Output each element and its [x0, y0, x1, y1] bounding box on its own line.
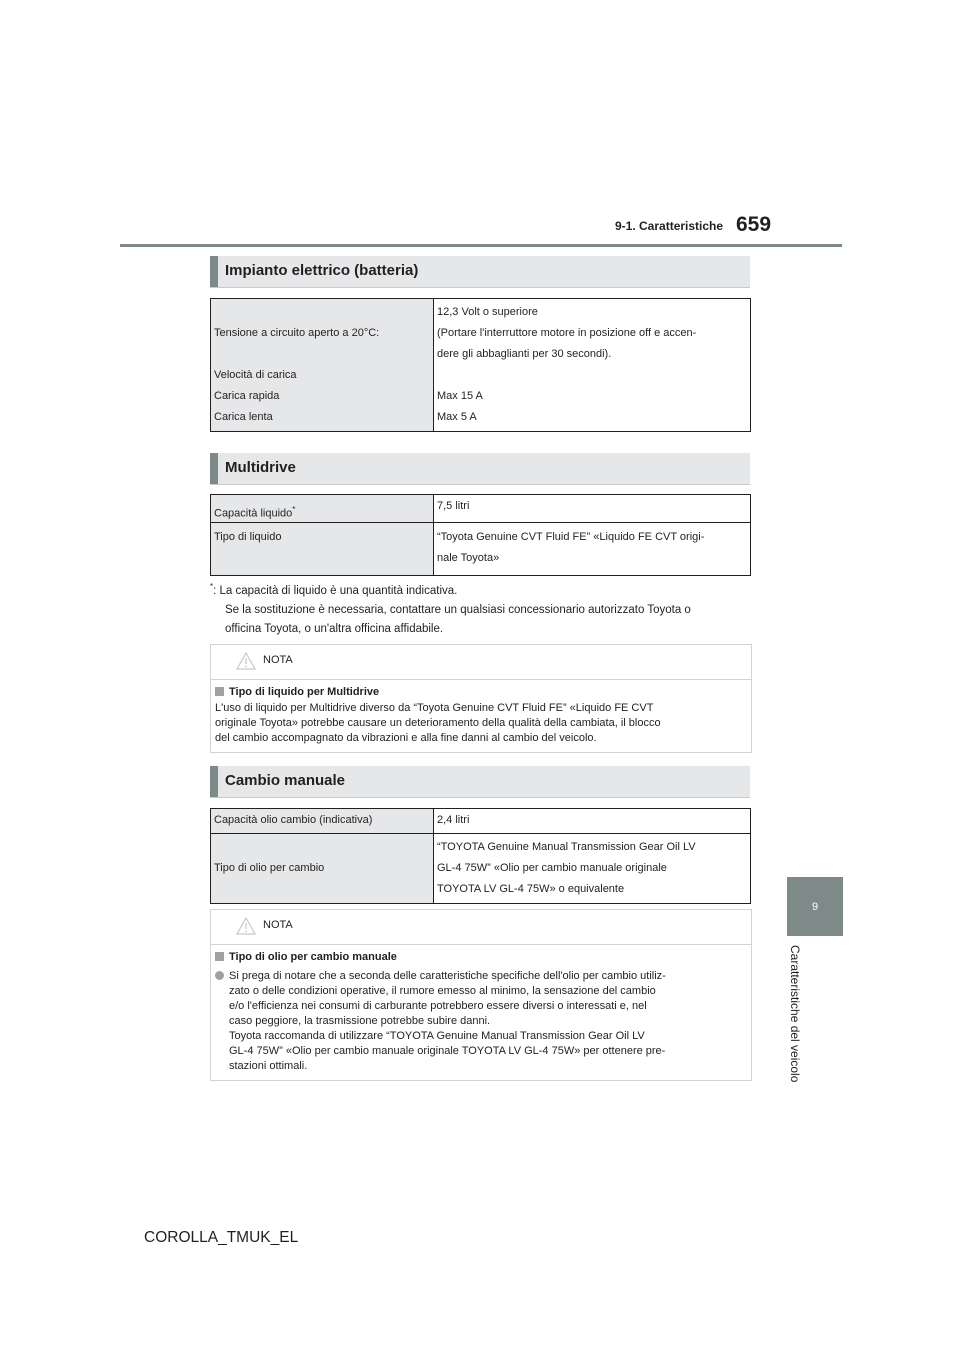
table-key-cell: [211, 523, 434, 576]
note-label: NOTA: [263, 919, 293, 931]
section-heading-bar: [210, 256, 218, 287]
table-value-cell: [434, 809, 751, 834]
spec-label: Velocità di carica: [214, 369, 297, 381]
multidrive-spec-table: [210, 494, 751, 576]
spec-value: Max 15 A: [437, 390, 483, 402]
spec-label: Tipo di liquido: [214, 531, 282, 543]
note-text: zato o delle condizioni operative, il rumore emesso al minimo, la sensazione del cambio: [229, 985, 656, 997]
footnote-text: Se la sostituzione è necessaria, contattare un qualsiasi concessionario autorizzato Toyota o: [225, 603, 691, 616]
page-number: 659: [736, 213, 772, 236]
caution-note: [210, 909, 752, 1081]
note-header: [211, 645, 751, 680]
note-text: del cambio accompagnato da vibrazioni e alla fine danni al cambio del veicolo.: [215, 732, 597, 744]
note-text: originale Toyota» potrebbe causare un deterioramento della qualità della cambiata, il blocco: [215, 717, 661, 729]
note-text: e/o l'efficienza nei consumi di carburante potrebbero essere diversi o interessati e, nel: [229, 1000, 647, 1012]
section-heading-bar: [210, 453, 218, 484]
document-code: COROLLA_TMUK_EL: [144, 1229, 299, 1246]
spec-value: nale Toyota»: [437, 552, 500, 564]
note-heading: Tipo di olio per cambio manuale: [229, 951, 397, 963]
spec-label: Carica lenta: [214, 411, 273, 423]
footnote-text: : La capacità di liquido è una quantità indicativa.: [213, 584, 458, 597]
spec-value: 2,4 litri: [437, 814, 470, 826]
section-heading-manual: [210, 766, 750, 798]
circle-bullet-icon: [215, 971, 224, 980]
table-key-cell: [211, 834, 434, 904]
footnote-mark: *: [292, 505, 296, 514]
table-value-cell: [434, 834, 751, 904]
spec-label: Carica rapida: [214, 390, 280, 402]
spec-value: “Toyota Genuine CVT Fluid FE” «Liquido FE CVT origi-: [437, 531, 705, 543]
spec-label: Tensione a circuito aperto a 20°C:: [214, 327, 380, 339]
chapter-number: 9: [811, 900, 819, 913]
spec-label: Capacità olio cambio (indicativa): [214, 814, 373, 826]
table-key-cell: [211, 299, 434, 432]
spec-value: 12,3 Volt o superiore: [437, 306, 538, 318]
chapter-label: [788, 945, 804, 1105]
table-key-cell: [211, 809, 434, 834]
footnote-text: officina Toyota, o un'altra officina affidabile.: [225, 622, 444, 635]
table-value-cell: [434, 299, 751, 432]
section-heading-multidrive: [210, 453, 750, 485]
section-title: Impianto elettrico (batteria): [225, 262, 419, 279]
spec-value: Max 5 A: [437, 411, 477, 423]
chapter-tab: [787, 877, 843, 936]
spec-label: Capacità liquido: [214, 507, 293, 520]
spec-value: TOYOTA LV GL-4 75W» o equivalente: [437, 883, 625, 895]
note-heading: Tipo di liquido per Multidrive: [229, 686, 380, 698]
footnote-mark: *: [210, 582, 214, 591]
header-rule: [120, 244, 842, 247]
section-title: Multidrive: [225, 459, 296, 476]
spec-value: “TOYOTA Genuine Manual Transmission Gear Oil LV: [437, 841, 696, 853]
spec-value: dere gli abbaglianti per 30 secondi).: [437, 348, 612, 360]
manual-spec-table: [210, 808, 751, 904]
note-text: Toyota raccomanda di utilizzare “TOYOTA Genuine Manual Transmission Gear Oil LV: [229, 1030, 645, 1042]
note-text: stazioni ottimali.: [229, 1060, 308, 1072]
spec-value: 7,5 litri: [437, 500, 470, 512]
note-text: caso peggiore, la trasmissione potrebbe subire danni.: [229, 1015, 491, 1027]
note-header: [211, 910, 751, 945]
note-label: NOTA: [263, 654, 293, 666]
battery-spec-table: [210, 298, 751, 432]
header-section-title: 9-1. Caratteristiche: [615, 219, 724, 233]
section-title: Cambio manuale: [225, 772, 346, 789]
table-value-cell: [434, 495, 751, 523]
square-bullet-icon: [215, 952, 224, 961]
spec-value: (Portare l'interruttore motore in posizione off e accen-: [437, 327, 697, 339]
section-heading-battery: [210, 256, 750, 288]
note-text: GL-4 75W” «Olio per cambio manuale originale TOYOTA LV GL-4 75W» per ottenere pre-: [229, 1045, 666, 1057]
note-body: [211, 680, 751, 752]
table-key-cell: [211, 495, 434, 523]
footnote: [210, 577, 691, 639]
warning-triangle-icon: [236, 917, 256, 935]
square-bullet-icon: [215, 687, 224, 696]
spec-label: Tipo di olio per cambio: [214, 862, 325, 874]
note-text: L'uso di liquido per Multidrive diverso da “Toyota Genuine CVT Fluid FE” «Liquido FE CVT: [215, 702, 654, 714]
spec-value: GL-4 75W” «Olio per cambio manuale originale: [437, 862, 667, 874]
warning-triangle-icon: [236, 652, 256, 670]
note-text: Si prega di notare che a seconda delle caratteristiche specifiche dell'olio per cambio utiliz-: [229, 970, 666, 982]
caution-note: [210, 644, 752, 753]
chapter-label-text: Caratteristiche del veicolo: [788, 945, 802, 1083]
table-value-cell: [434, 523, 751, 576]
note-body: [211, 945, 751, 1080]
section-heading-bar: [210, 766, 218, 797]
